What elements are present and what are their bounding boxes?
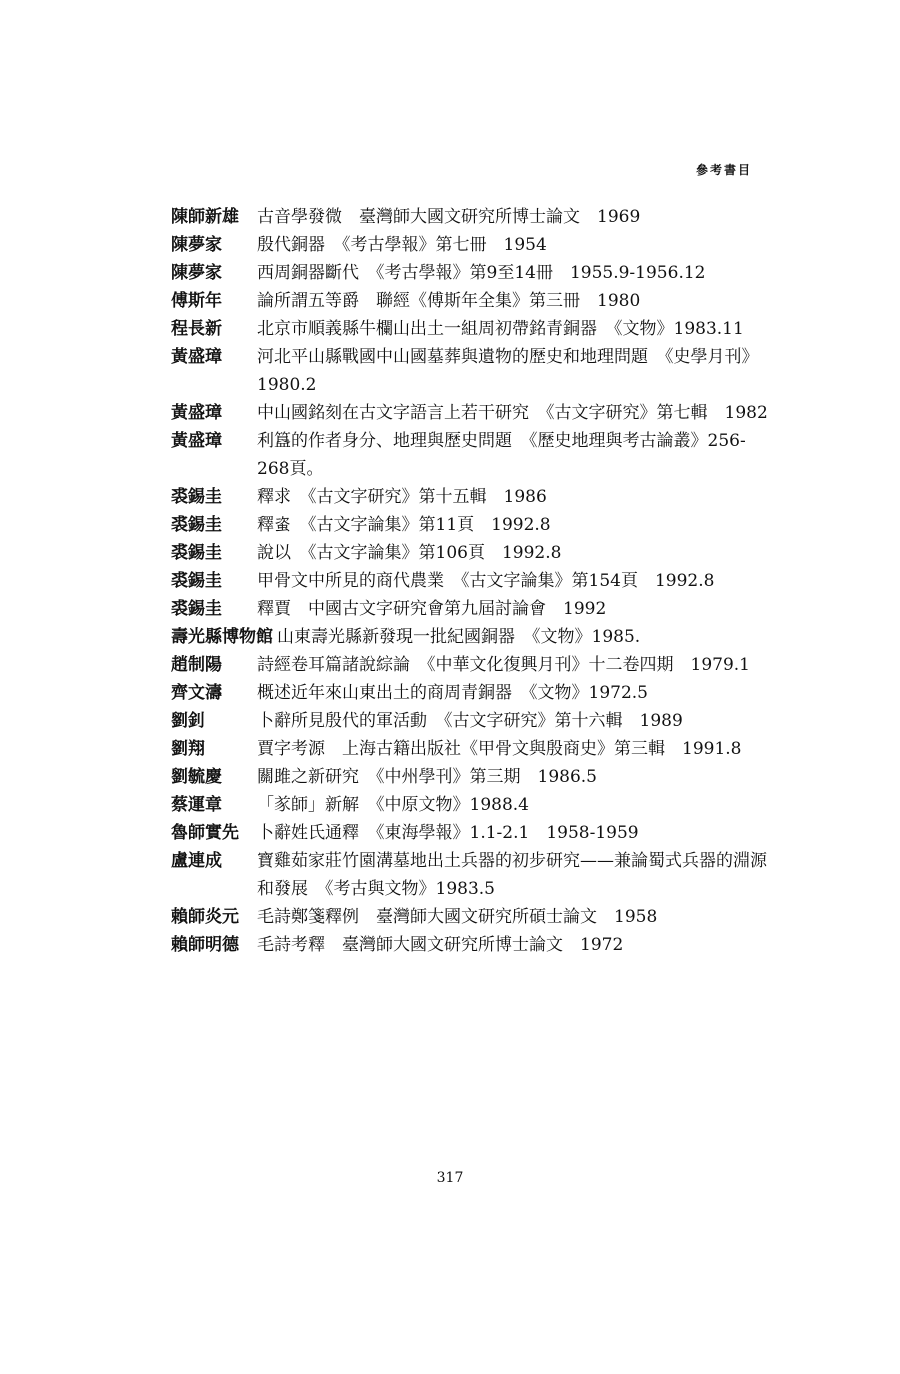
entry-author: 盧連成: [171, 851, 222, 871]
reference-entry: [171, 483, 771, 511]
entry-author: 裘錫圭: [171, 599, 222, 619]
entry-author: 黃盛璋: [171, 403, 222, 423]
entry-author: 陳夢家: [171, 263, 222, 283]
entry-author: 裘錫圭: [171, 543, 222, 563]
reference-entry: [171, 651, 771, 679]
reference-entry: [171, 287, 771, 315]
entry-author: 裘錫圭: [171, 571, 222, 591]
entry-content: 古音學發微 臺灣師大國文研究所博士論文 1969: [257, 207, 641, 227]
entry-author: 賴師明德: [171, 935, 239, 955]
reference-entry: [171, 511, 771, 539]
reference-entry: [171, 763, 771, 791]
reference-list: [171, 203, 771, 959]
entry-author: 裘錫圭: [171, 515, 222, 535]
entry-author: 魯師實先: [171, 823, 239, 843]
entry-author: 陳夢家: [171, 235, 222, 255]
entry-author: 程長新: [171, 319, 222, 339]
entry-content: 利簋的作者身分、地理與歷史問題 《歷史地理與考古論叢》256-268頁。: [257, 431, 746, 479]
entry-content: 寶雞茹家莊竹園溝墓地出土兵器的初步研究——兼論蜀式兵器的淵源和發展 《考古與文物》1983.5: [257, 851, 767, 899]
entry-content: 關雎之新研究 《中州學刊》第三期 1986.5: [257, 767, 597, 787]
entry-content: 山東壽光縣新發現一批紀國銅器 《文物》1985.: [277, 627, 641, 647]
entry-content: 中山國銘刻在古文字語言上若干研究 《古文字研究》第七輯 1982: [257, 403, 768, 423]
entry-content: 西周銅器斷代 《考古學報》第9至14冊 1955.9-1956.12: [257, 263, 706, 283]
entry-author: 蔡運章: [171, 795, 222, 815]
reference-entry: [171, 203, 771, 231]
entry-author: 趙制陽: [171, 655, 222, 675]
entry-content: 賈字考源 上海古籍出版社《甲骨文與殷商史》第三輯 1991.8: [257, 739, 742, 759]
entry-author: 賴師炎元: [171, 907, 239, 927]
entry-author: 裘錫圭: [171, 487, 222, 507]
entry-content: 卜辭所見殷代的軍活動 《古文字研究》第十六輯 1989: [257, 711, 683, 731]
reference-entry: [171, 231, 771, 259]
reference-entry: [171, 679, 771, 707]
reference-entry: [171, 343, 771, 399]
entry-content: 說以 《古文字論集》第106頁 1992.8: [257, 543, 562, 563]
entry-content: 北京市順義縣牛欄山出土一組周初帶銘青銅器 《文物》1983.11: [257, 319, 744, 339]
entry-author: 壽光縣博物館: [171, 627, 273, 647]
entry-author: 黃盛璋: [171, 431, 222, 451]
reference-entry: [171, 623, 771, 651]
entry-content: 毛詩考釋 臺灣師大國文研究所博士論文 1972: [257, 935, 624, 955]
entry-content: 概述近年來山東出土的商周青銅器 《文物》1972.5: [257, 683, 648, 703]
entry-content: 詩經卷耳篇諸說綜論 《中華文化復興月刊》十二卷四期 1979.1: [257, 655, 750, 675]
entry-content: 殷代銅器 《考古學報》第七冊 1954: [257, 235, 547, 255]
entry-content: 河北平山縣戰國中山國墓葬與遺物的歷史和地理問題 《史學月刊》1980.2: [257, 347, 759, 395]
entry-content: 甲骨文中所見的商代農業 《古文字論集》第154頁 1992.8: [257, 571, 715, 591]
entry-content: 「㒸師」新解 《中原文物》1988.4: [257, 795, 529, 815]
reference-entry: [171, 903, 771, 931]
reference-entry: [171, 735, 771, 763]
reference-entry: [171, 819, 771, 847]
reference-entry: [171, 259, 771, 287]
reference-entry: [171, 399, 771, 427]
entry-content: 釋賈 中國古文字研究會第九屆討論會 1992: [257, 599, 607, 619]
reference-entry: [171, 567, 771, 595]
entry-author: 陳師新雄: [171, 207, 239, 227]
reference-entry: [171, 847, 771, 903]
reference-entry: [171, 791, 771, 819]
entry-author: 齊文濤: [171, 683, 222, 703]
entry-content: 卜辭姓氏通釋 《東海學報》1.1-2.1 1958-1959: [257, 823, 639, 843]
entry-author: 劉釗: [171, 711, 205, 731]
entry-content: 釋𧊒 《古文字論集》第11頁 1992.8: [257, 515, 551, 535]
entry-author: 黃盛璋: [171, 347, 222, 367]
entry-author: 劉毓慶: [171, 767, 222, 787]
entry-author: 傅斯年: [171, 291, 222, 311]
page-number: 317: [436, 1170, 464, 1186]
reference-entry: [171, 315, 771, 343]
entry-content: 釋求 《古文字研究》第十五輯 1986: [257, 487, 547, 507]
reference-entry: [171, 595, 771, 623]
reference-entry: [171, 427, 771, 483]
reference-entry: [171, 707, 771, 735]
entry-author: 劉翔: [171, 739, 205, 759]
reference-entry: [171, 931, 771, 959]
entry-content: 論所謂五等爵 聯經《傅斯年全集》第三冊 1980: [257, 291, 641, 311]
entry-content: 毛詩鄭箋釋例 臺灣師大國文研究所碩士論文 1958: [257, 907, 658, 927]
reference-entry: [171, 539, 771, 567]
running-head: 參考書目: [695, 163, 752, 177]
